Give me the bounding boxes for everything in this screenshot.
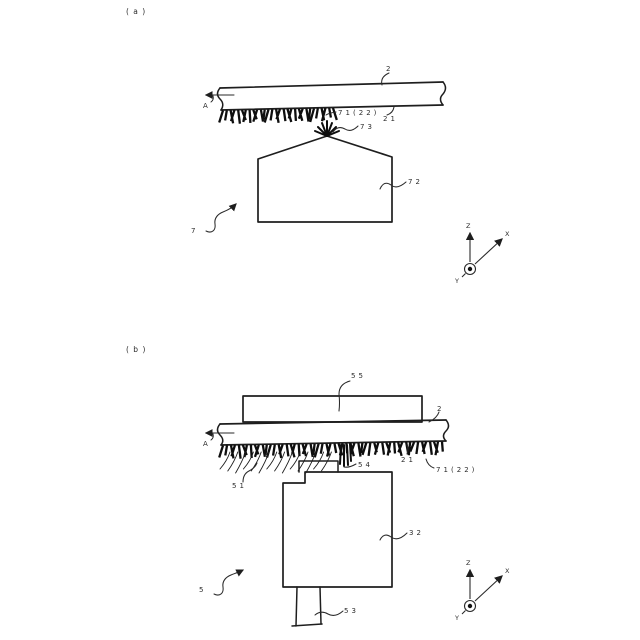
label-curl bbox=[211, 96, 213, 102]
ref-bristle-row-a: 7 1 ( 2 2 ) bbox=[338, 109, 377, 117]
ref-strip-edge-b: 2 1 bbox=[401, 456, 414, 464]
body-outline bbox=[283, 472, 392, 587]
axis-x-label-b: X bbox=[505, 567, 510, 575]
ref-protrusion-a: 7 2 bbox=[408, 178, 421, 186]
top-block-outline bbox=[243, 396, 422, 422]
direction-label-a: A bbox=[203, 102, 209, 110]
axis-y-label-b: Y bbox=[455, 614, 460, 622]
leader-protrusion bbox=[380, 182, 406, 189]
direction-arrow-b bbox=[203, 433, 234, 448]
axis-y-tick bbox=[462, 611, 466, 615]
axis-x bbox=[475, 576, 502, 601]
strip-right-break-edge bbox=[444, 420, 449, 441]
panel-b bbox=[126, 345, 510, 626]
ref-bristle-row-b: 7 1 ( 2 2 ) bbox=[436, 466, 475, 474]
axis-y-tick bbox=[462, 274, 466, 278]
ref-tuft-b: 5 4 bbox=[358, 461, 371, 469]
tuft-stroke bbox=[347, 445, 348, 465]
labels-a bbox=[191, 65, 420, 235]
tuft-stroke bbox=[350, 444, 351, 461]
leader-body bbox=[380, 533, 407, 540]
axis-x bbox=[475, 239, 502, 264]
tool-body-b bbox=[283, 461, 392, 626]
axis-z-label-a: Z bbox=[466, 222, 471, 230]
axes-a bbox=[454, 222, 510, 285]
protrusion-outline bbox=[258, 136, 392, 222]
strip-top-edge bbox=[220, 82, 443, 88]
assembly-arrow bbox=[214, 570, 243, 595]
strip-left-break-edge bbox=[218, 88, 223, 110]
ref-strip-b: 2 bbox=[437, 405, 442, 413]
axis-z-label-b: Z bbox=[466, 559, 471, 567]
ref-strip-edge-a: 2 1 bbox=[383, 115, 396, 123]
ref-shaft-b: 5 3 bbox=[344, 607, 357, 615]
ref-strip-a: 2 bbox=[386, 65, 391, 73]
tuft-a bbox=[315, 121, 339, 136]
panel-a-tag: ( a ) bbox=[126, 7, 147, 16]
ref-assembly-a: 7 bbox=[191, 227, 196, 235]
label-curl bbox=[211, 434, 213, 440]
ref-body-b: 3 2 bbox=[409, 529, 422, 537]
axis-origin-dot bbox=[468, 267, 472, 271]
hair-strokes bbox=[220, 452, 331, 473]
leader-strip-edge bbox=[387, 107, 394, 115]
strip-left-break-edge bbox=[218, 424, 223, 445]
ref-top-block-b: 5 5 bbox=[351, 372, 364, 380]
assembly-arrow bbox=[206, 204, 236, 232]
ref-tuft-a: 7 3 bbox=[360, 123, 373, 131]
axis-x-label-a: X bbox=[505, 230, 510, 238]
brush-strip-a bbox=[218, 82, 446, 110]
shaft-left-edge bbox=[296, 587, 297, 626]
leader-shaft bbox=[315, 611, 343, 615]
ref-hair-group-b: 5 1 bbox=[232, 482, 245, 490]
panel-b-tag: ( b ) bbox=[126, 345, 147, 354]
axes-b bbox=[454, 559, 510, 622]
protrusion-a bbox=[258, 121, 392, 222]
tuft-stroke bbox=[340, 445, 341, 464]
strip-right-break-edge bbox=[441, 82, 446, 105]
panel-a bbox=[126, 7, 510, 285]
ref-assembly-b: 5 bbox=[199, 586, 204, 594]
strip-bottom-edge bbox=[221, 105, 443, 110]
axis-y-label-a: Y bbox=[455, 277, 460, 285]
leader-hair-group bbox=[243, 463, 257, 482]
axis-origin-dot bbox=[468, 604, 472, 608]
brush-strip-b bbox=[218, 420, 449, 445]
direction-label-b: A bbox=[203, 440, 209, 448]
shaft-right-edge bbox=[320, 587, 321, 624]
hair-group-b bbox=[220, 452, 331, 473]
leader-bristle-row bbox=[426, 459, 434, 468]
labels-b bbox=[199, 372, 475, 615]
leader-tuft bbox=[344, 464, 356, 467]
